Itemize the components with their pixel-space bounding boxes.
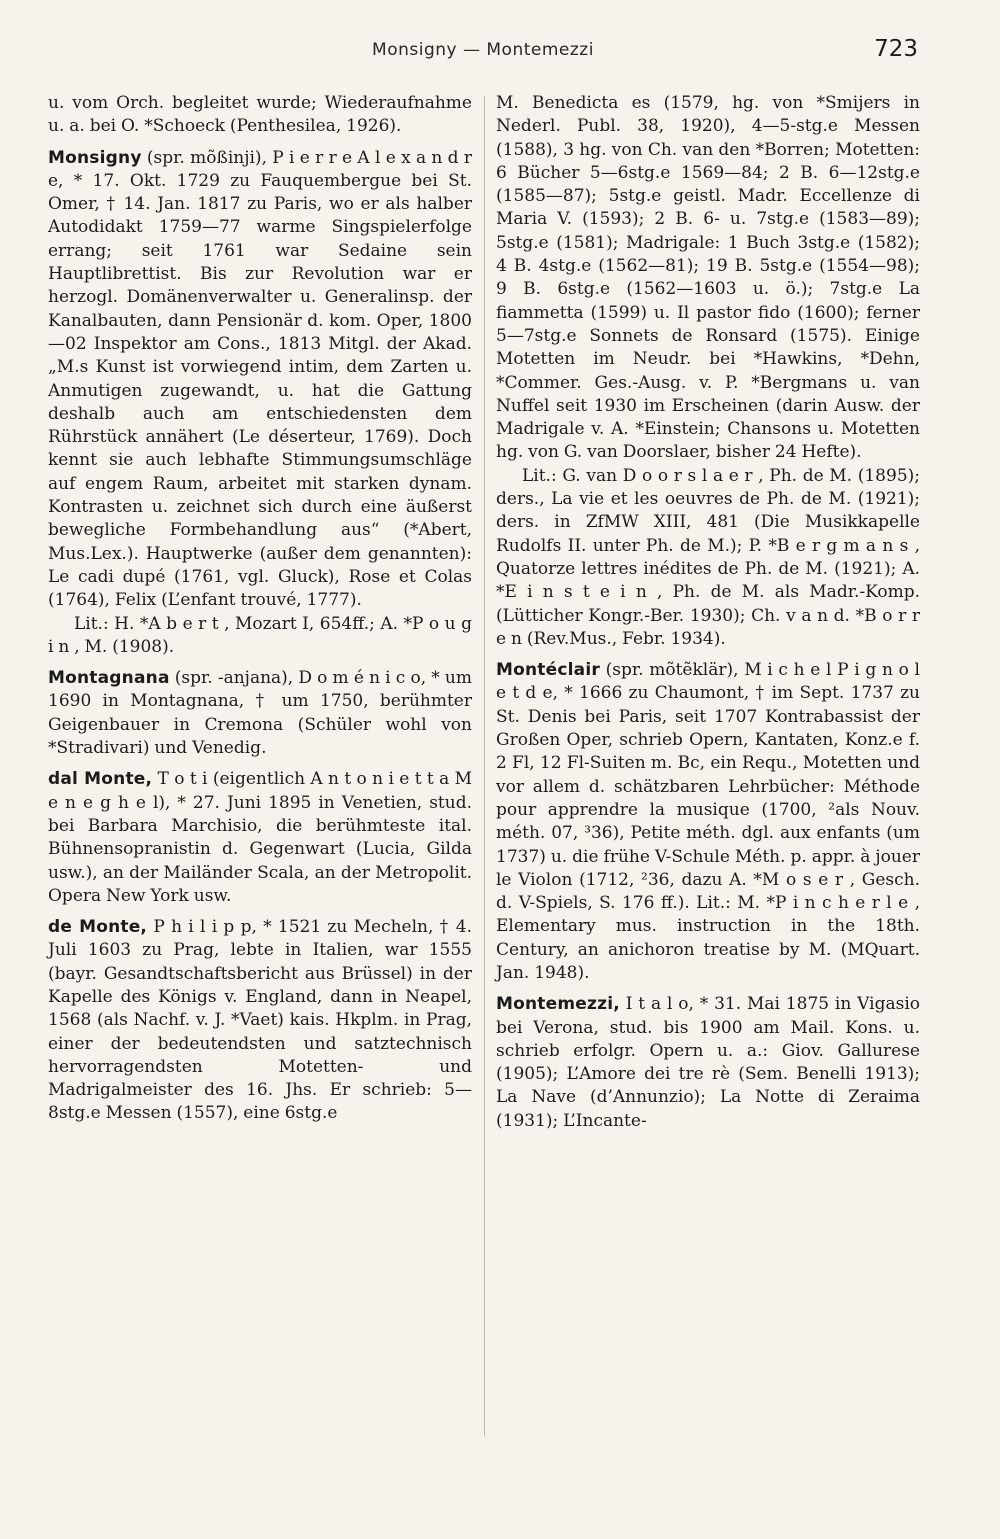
entry-text: I t a l o, * 31. Mai 1875 in Vigasio bei Verona, stud. bis 1900 am Mail. Kons. u. schrieb erfolgr. Opern u. a.: Giov. Gallurese (1905); L’Amore dei tre rè (Sem. Benelli 1913); La Nave (d’Annunzio); La Notte di Zeraima (1931); L’Incante- (496, 994, 920, 1131)
entry-text: (spr. mõßinji), P i e r r e A l e x a n d r e, * 17. Okt. 1729 zu Fauquembergue bei St. Omer, † 14. Jan. 1817 zu Paris, wo er als halber Autodidakt 1759—77 warme Singspielerfolge errang; seit 1761 war Sedaine sein Hauptlibrettist. Bis zur Revolution war er herzogl. Domänenverwalter u. Generalinsp. der Kanalbauten, dann Pensionär d. kom. Oper, 1800—02 Inspektor am Cons., 1813 Mitgl. der Akad. „M.s Kunst ist vorwiegend intim, dem Zarten u. Anmutigen zugewandt, u. hat die Gattung deshalb auch am entschiedensten dem Rührstück annähert (Le déserteur, 1769). Doch kennt sie auch lebhafte Stimmungsumschläge auf engem Raum, arbeitet mit starken dynam. Kontrasten u. zeichnet sich durch eine äußerst bewegliche Formbehandlung aus“ (*Abert, Mus.Lex.). Hauptwerke (außer dem genannten): Le cadi dupé (1761, vgl. Gluck), Rose et Colas (1764), Felix (L’enfant trouvé, 1777). (48, 147, 472, 611)
entry-montemezzi (496, 993, 920, 1133)
entry-text: T o t i (eigentlich A n t o n i e t t a M e n e g h e l), * 27. Juni 1895 in Venetien, stud. bei Barbara Marchisio, die berühmteste ital. Bühnensopranistin d. Gegenwart (Lucia, Gilda usw.), an der Mailänder Scala, an der Metropolit. Opera New York usw. (48, 769, 472, 906)
literature-de-monte: Lit.: G. van D o o r s l a e r , Ph. de M. (1895); ders., La vie et les oeuvres de Ph. de M. (1921); ders. in ZfMW XIII, 481 (Die Musikkapelle Rudolfs II. unter Ph. de M.); P. *B e r g m a n s , Quatorze lettres inédites de Ph. de M. (1921); A. *E i n s t e i n , Ph. de M. als Madr.-Komp. (Lütticher Kongr.-Ber. 1930); Ch. v a n d. *B o r r e n (Rev.Mus., Febr. 1934). (496, 465, 920, 649)
headword-de-monte: de Monte, (48, 917, 148, 938)
entry-de-monte-continued: M. Benedicta es (1579, hg. von *Smijers in Nederl. Publ. 38, 1920), 4—5-stg.e Messen (1588), 3 hg. von Ch. van den *Borren; Motetten: 6 Bücher 5—6stg.e 1569—84; 2 B. 6—12stg.e (1585—87); 5stg.e geistl. Madr. Eccellenze di Maria V. (1593); 2 B. 6- u. 7stg.e (1583—89); 5stg.e (1581); Madrigale: 1 Buch 3stg.e (1582); 4 B. 4stg.e (1562—81); 19 B. 5stg.e (1554—98); 9 B. 6stg.e (1562—1603 u. ö.); 7stg.e La fiammetta (1599) u. Il pastor fido (1600); ferner 5—7stg.e Sonnets de Ronsard (1575). Einige Motetten im Neudr. bei *Hawkins, *Dehn, *Commer. Ges.-Ausg. v. P. *Bergmans u. van Nuffel seit 1930 im Erscheinen (darin Ausw. der Madrigale v. A. *Einstein; Chansons u. Motetten hg. von G. van Doorslaer, bisher 24 Hefte). (496, 93, 920, 463)
headword-dal-monte: dal Monte, (48, 769, 153, 790)
entry-text: (spr. -anjana), D o m é n i c o, * um 1690 in Montagnana, † um 1750, berühmter Geigenbauer in Cremona (Schüler wohl von *Stradivari) und Venedig. (48, 668, 472, 759)
headword-montemezzi: Montemezzi, (496, 994, 620, 1015)
headword-montagnana: Montagnana (48, 668, 170, 689)
column-divider (484, 96, 485, 1436)
entry-monsigny (48, 147, 472, 613)
headword-monsigny: Monsigny (48, 147, 142, 168)
entry-monteclair (496, 659, 920, 985)
entry-continuation: u. vom Orch. begleitet wurde; Wiederaufnahme u. a. bei O. *Schoeck (Penthesilea, 1926). (48, 93, 472, 137)
running-title: Monsigny — Montemezzi (372, 40, 594, 60)
right-column (496, 92, 920, 1133)
left-column (48, 92, 472, 1126)
headword-monteclair: Montéclair (496, 660, 600, 681)
entry-montagnana (48, 667, 472, 760)
entry-dal-monte (48, 768, 472, 908)
entry-de-monte (48, 916, 472, 1126)
literature-monsigny: Lit.: H. *A b e r t , Mozart I, 654ff.; A. *P o u g i n , M. (1908). (48, 613, 472, 657)
page-number: 723 (874, 36, 918, 62)
entry-text: P h i l i p p, * 1521 zu Mecheln, † 4. Juli 1603 zu Prag, lebte in Italien, war 1555 (bayr. Gesandtschaftsbericht aus Brüssel) in der Kapelle des Königs v. England, dann in Neapel, 1568 (als Nachf. v. J. *Vaet) kais. Hkplm. in Prag, einer der bedeutendsten und satztechnisch hervorragendsten Motetten- und Madrigalmeister des 16. Jhs. Er schrieb: 5—8stg.e Messen (1557), eine 6stg.e (48, 917, 473, 1124)
page-header (48, 36, 918, 76)
entry-text: (spr. mõtẽklär), M i c h e l P i g n o l e t d e, * 1666 zu Chaumont, † im Sept. 1737 zu St. Denis bei Paris, seit 1707 Kontrabassist der Großen Oper, schrieb Opern, Kantaten, Konz.e f. 2 Fl, 12 Fl-Suiten m. Bc, ein Requ., Motetten und vor allem d. schätzbaren Lehrbücher: Méthode pour apprendre la musique (1700, ²als Nouv. méth. 07, ³36), Petite méth. dgl. aux enfants (um 1737) u. die frühe V-Schule Méth. p. appr. à jouer le Violon (1712, ²36, dazu A. *M o s e r , Gesch. d. V-Spiels, S. 176 ff.). Lit.: M. *P i n c h e r l e , Elementary mus. instruction in the 18th. Century, an anichoron treatise by M. (MQuart. Jan. 1948). (496, 660, 920, 983)
